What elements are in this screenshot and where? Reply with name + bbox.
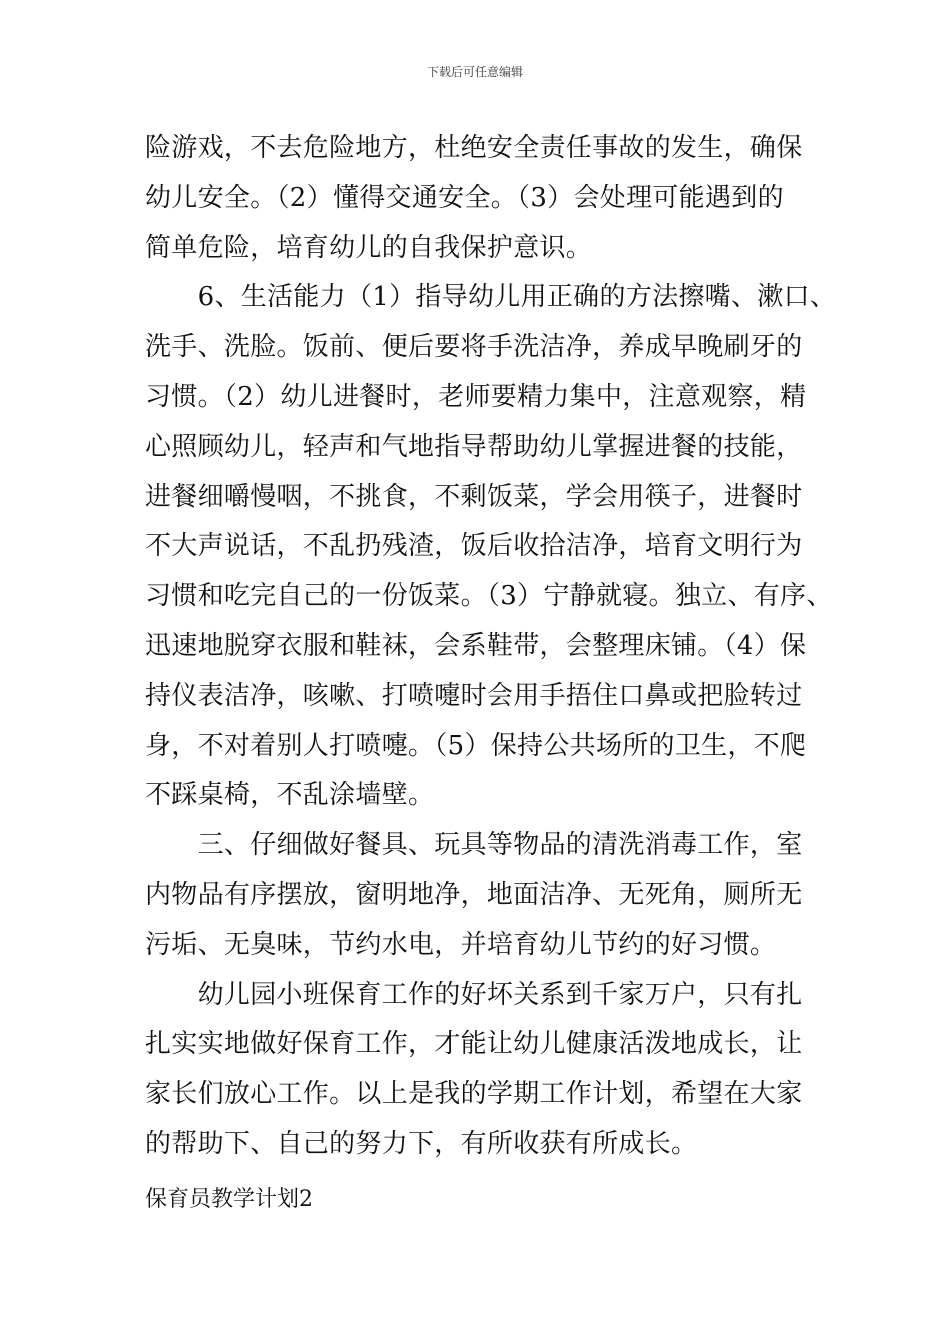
text-line: 迅速地脱穿衣服和鞋袜，会系鞋带，会整理床铺。（4）保: [145, 630, 807, 661]
text-line: 的帮助下、自己的努力下，有所收获有所成长。: [145, 1128, 698, 1159]
text-line: 洗手、洗脸。饭前、便后要将手洗洁净，养成早晚刷牙的: [145, 332, 803, 363]
text-line: 简单危险，培育幼儿的自我保护意识。: [145, 232, 593, 263]
text-line: 身，不对着别人打喷嚏。（5）保持公共场所的卫生，不爬: [145, 730, 807, 761]
text-line: 心照顾幼儿，轻声和气地指导帮助幼儿掌握进餐的技能，: [145, 431, 803, 462]
text-line: 幼儿园小班保育工作的好坏关系到千家万户，只有扎: [145, 979, 803, 1010]
section-heading: 保育员教学计划2: [145, 1187, 313, 1212]
text-line: 污垢、无臭味，节约水电，并培育幼儿节约的好习惯。: [145, 929, 777, 960]
text-line: 习惯。（2）幼儿进餐时，老师要精力集中，注意观察，精: [145, 381, 807, 412]
text-line: 幼儿安全。（2）懂得交通安全。（3）会处理可能遇到的: [145, 182, 784, 213]
page-header: 下载后可任意编辑: [426, 65, 523, 79]
text-line: 不踩桌椅，不乱涂墙壁。: [145, 780, 435, 811]
text-line: 三、仔细做好餐具、玩具等物品的清洗消毒工作，室: [145, 830, 803, 861]
text-line: 6、生活能力（1）指导幼儿用正确的方法擦嘴、漱口、: [145, 282, 837, 313]
text-line: 家长们放心工作。以上是我的学期工作计划，希望在大家: [145, 1079, 803, 1110]
text-line: 不大声说话，不乱扔残渣，饭后收拾洁净，培育文明行为: [145, 531, 803, 562]
body-text: [145, 124, 837, 1170]
text-line: 习惯和吃完自己的一份饭菜。（3）宁静就寝。独立、有序、: [145, 581, 833, 612]
text-line: 扎实实地做好保育工作，才能让幼儿健康活泼地成长，让: [145, 1029, 803, 1060]
text-line: 进餐细嚼慢咽，不挑食，不剩饭菜，学会用筷子，进餐时: [145, 481, 803, 512]
text-line: 持仪表洁净，咳嗽、打喷嚏时会用手捂住口鼻或把脸转过: [145, 680, 803, 711]
text-line: 险游戏，不去危险地方，杜绝安全责任事故的发生，确保: [145, 133, 803, 163]
text-line: 内物品有序摆放，窗明地净，地面洁净、无死角，厕所无: [145, 879, 803, 910]
